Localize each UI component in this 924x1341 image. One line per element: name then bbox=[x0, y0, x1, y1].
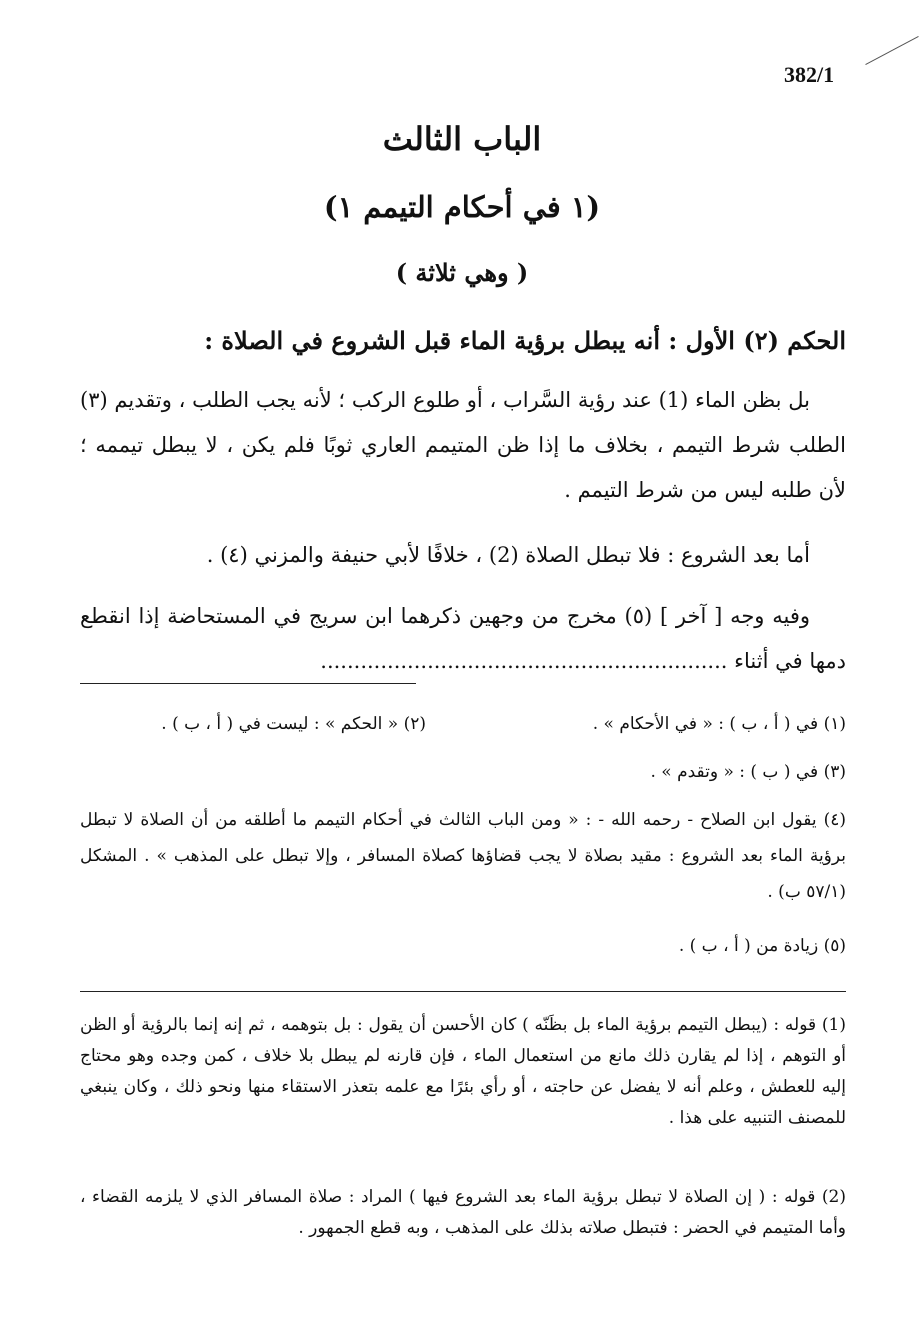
commentary-note: (2) قوله : ( إن الصلاة لا تبطل برؤية الماء بعد الشروع فيها ) المراد : صلاة المسافر الذي لا يلزمه القضاء ، وأما المتيمم في الحضر : فتبطل صلاته بذلك على المذهب ، وبه قطع الجمهور . bbox=[80, 1187, 846, 1238]
chapter-count: ( وهي ثلاثة ) bbox=[395, 258, 529, 287]
commentary-separator bbox=[80, 991, 846, 992]
body-paragraph: بل بظن الماء (1) عند رؤية السَّراب ، أو طلوع الركب ؛ لأنه يجب الطلب ، وتقديم (٣) الطلب شرط التيمم ، بخلاف ما إذا ظن المتيمم العاري ثوبًا فلم يكن ، لا يبطل تيممه ؛ لأن طلبه ليس من شرط التيمم . bbox=[80, 388, 846, 502]
footnote-separator bbox=[80, 683, 416, 684]
footnote: (٢) « الحكم » : ليست في ( أ ، ب ) . bbox=[161, 714, 426, 734]
footnote: (٣) في ( ب ) : « وتقدم » . bbox=[650, 762, 846, 782]
body-paragraph: وفيه وجه [ آخر ] (٥) مخرج من وجهين ذكرهما ابن سريج في المستحاضة إذا انقطع دمها في أثناء ............................................................. bbox=[80, 604, 846, 673]
commentary-note: (1) قوله : (يبطل التيمم برؤية الماء بل بظَنّه ) كان الأحسن أن يقول : بل بتوهمه ، ثم إنه إنما بالرؤية أو الظن أو التوهم ، إذا لم يقارن ذلك مانع من استعمال الماء ، فإن قارنه لم يبطل بلا خلاف ، كمن وجده وهو محتاج إليه للعطش ، وعلم أنه لا يفضل عن حاجته ، أو رأي بئرًا مع علمه بتعذر الاستقاء منها ونحو ذلك ، وكان ينبغي للمصنف التنبيه على هذا . bbox=[80, 1015, 846, 1128]
footnote: (٤) يقول ابن الصلاح - رحمه الله - : « ومن الباب الثالث في أحكام التيمم ما أطلقه من أن الصلاة لا تبطل برؤية الماء بعد الشروع : مقيد بصلاة لا يجب قضاؤها كصلاة المسافر ، وإلا تبطل على المذهب » . المشكل (٥٧/١ ب) . bbox=[80, 810, 846, 902]
footnote: (١) في ( أ ، ب ) : « في الأحكام » . bbox=[592, 714, 846, 734]
chapter-title: الباب الثالث bbox=[382, 120, 542, 158]
page-number: 382/1 bbox=[784, 62, 835, 87]
footnote: (٥) زيادة من ( أ ، ب ) . bbox=[678, 936, 846, 956]
section-heading: الحكم (٢) الأول : أنه يبطل برؤية الماء قبل الشروع في الصلاة : bbox=[204, 326, 846, 355]
chapter-subtitle: (١ في أحكام التيمم ١) bbox=[323, 190, 601, 224]
body-paragraph: أما بعد الشروع : فلا تبطل الصلاة (2) ، خلافًا لأبي حنيفة والمزني (٤) . bbox=[206, 543, 810, 567]
page-corner-mark bbox=[865, 36, 918, 65]
